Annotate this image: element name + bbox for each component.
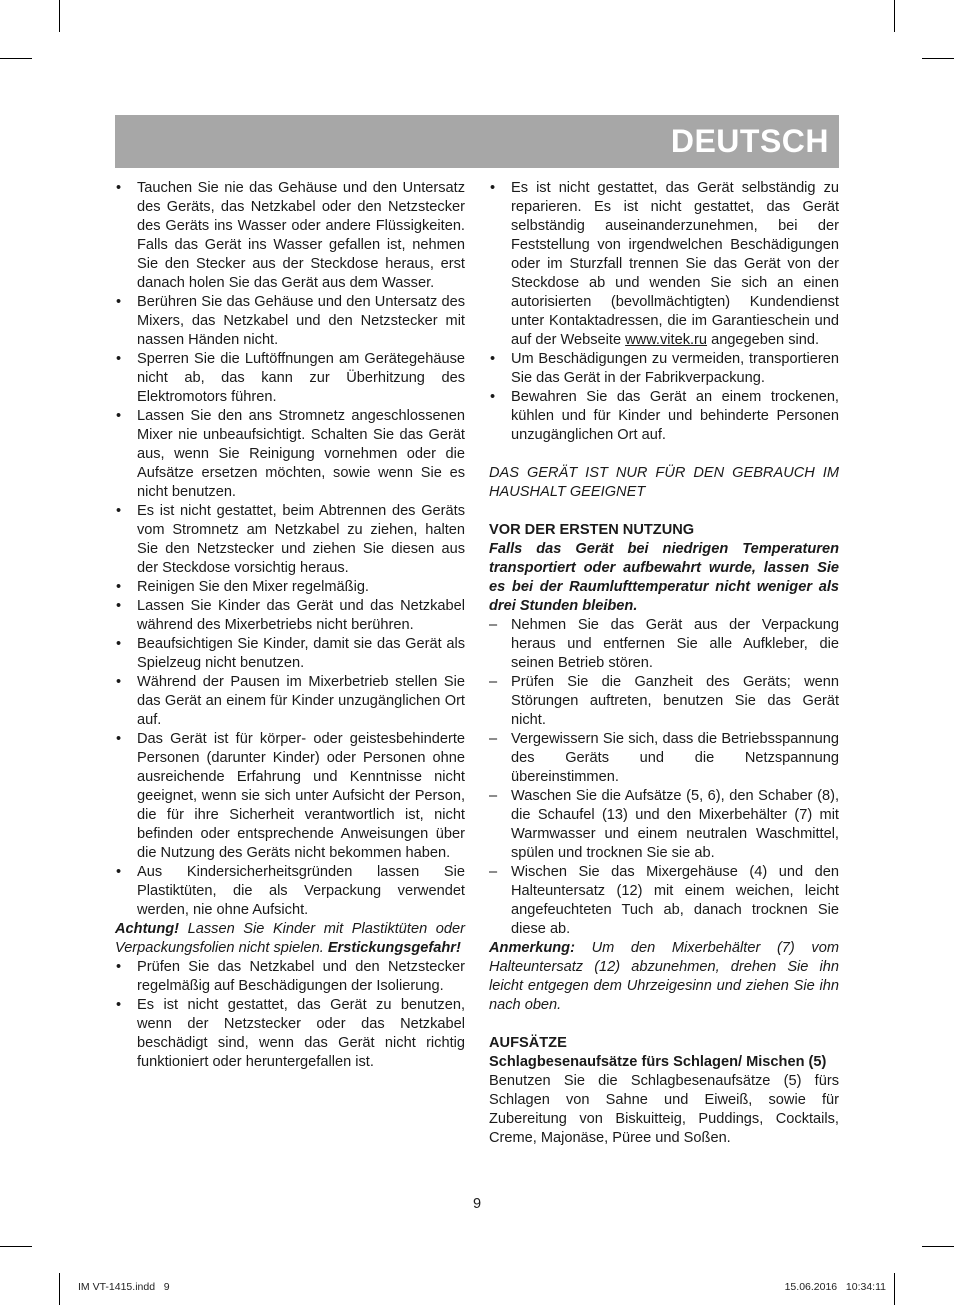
list-item-text: Nehmen Sie das Gerät aus der Verpackung heraus und entfernen Sie alle Aufkleber, die seinen Betrieb stören. (511, 617, 839, 671)
list-item-text: Waschen Sie die Aufsätze (5, 6), den Schaber (8), die Schaufel (13) und den Mixerbehälter (7) mit Warmwasser und einem neutralen Waschmittel, spülen und trocknen Sie sie ab. (511, 788, 839, 861)
crop-mark (59, 1273, 60, 1305)
page-number: 9 (472, 1196, 482, 1212)
first-use-heading: VOR DER ERSTEN NUTZUNG (489, 522, 695, 538)
list-item (489, 179, 839, 350)
bullet-marker: • (490, 351, 496, 367)
list-item-text: Es ist nicht gestattet, beim Abtrennen des Geräts vom Stromnetz am Netzkabel zu ziehen, halten Sie den Netzstecker und ziehen Sie diesen aus der Steckdose vorsichtig heraus. (137, 503, 465, 576)
dash-marker: – (489, 731, 498, 747)
list-item (115, 350, 465, 407)
warning-label: Achtung! (115, 921, 180, 937)
spacer (489, 502, 839, 521)
list-item (489, 787, 839, 863)
bullet-marker: • (116, 408, 122, 424)
list-item (489, 730, 839, 787)
attachments-heading: AUFSÄTZE (489, 1035, 567, 1051)
list-item-text: Tauchen Sie nie das Gehäuse und den Untersatz des Geräts, das Netzkabel oder den Netzstecker des Geräts ins Wasser oder andere Flüssigkeiten. Falls das Gerät ins Wasser gefallen ist, nehmen Sie den Stecker aus der Steckdose heraus, erst danach holen Sie das Gerät aus dem Wasser. (137, 180, 465, 291)
crop-mark (59, 0, 60, 32)
bullet-marker: • (116, 864, 122, 880)
list-item-text: Vergewissern Sie sich, dass die Betriebsspannung des Geräts und die Netzspannung übereinstimmen. (511, 731, 839, 785)
bullet-marker: • (116, 503, 122, 519)
list-item-text: Es ist nicht gestattet, das Gerät selbständig zu reparieren. Es ist nicht gestattet, das Gerät selbständig auseinanderzunehmen, bei der Feststellung von irgendwelchen Beschädigungen oder im Sturzfall trennen Sie das Gerät von der Steckdose ab und wenden Sie sich an einen autorisierten (bevollmächtigten) Kundendienst unter Kontaktadressen, die im Garantieschein und auf der Webseite (511, 180, 839, 348)
footer-timestamp: 15.06.2016 10:34:11 (784, 1281, 886, 1293)
list-item-text: Das Gerät ist für körper- oder geistesbehinderte Personen (darunter Kinder) oder Personen ohne ausreichende Erfahrung und Kenntnisse nicht geeignet, wenn sie sich unter Aufsicht der Person, die für ihre Sicherheit verantwortlich ist, nicht befinden oder entsprechende Anweisungen über die Nutzung des Geräts nicht bekommen haben. (137, 731, 465, 861)
list-item (115, 578, 465, 597)
bullet-marker: • (490, 180, 496, 196)
list-item-text: Prüfen Sie die Ganzheit des Geräts; wenn Störungen auftreten, benutzen Sie das Gerät nicht. (511, 674, 839, 728)
bullet-marker: • (116, 180, 122, 196)
dash-marker: – (489, 674, 498, 690)
list-item (489, 673, 839, 730)
first-use-intro: Falls das Gerät bei niedrigen Temperaturen transportiert oder aufbewahrt wurde, lassen Sie es bei der Raumlufttemperatur nicht weniger als drei Stunden bleiben. (489, 541, 839, 614)
spacer (489, 445, 839, 464)
list-item-text: Berühren Sie das Gehäuse und den Untersatz des Mixers, das Netzkabel und den Netzstecker mit nassen Händen nicht. (137, 294, 465, 348)
list-item-text: Reinigen Sie den Mixer regelmäßig. (137, 579, 369, 595)
list-item-text: Um Beschädigungen zu vermeiden, transportieren Sie das Gerät in der Fabrikverpackung. (511, 351, 839, 386)
bullet-marker: • (116, 674, 122, 690)
first-use-steps (489, 616, 839, 939)
list-item-text: Aus Kindersicherheitsgründen lassen Sie Plastiktüten, die als Verpackung verwendet werden, nie ohne Aufsicht. (137, 864, 465, 918)
note-text: Um den Mixerbehälter (7) vom Halteuntersatz (12) abzunehmen, drehen Sie ihn leicht entgegen dem Uhrzeigesinn und ziehen Sie ihn nach oben. (489, 940, 839, 1013)
note-paragraph (489, 939, 839, 1015)
bullet-marker: • (116, 294, 122, 310)
list-item (115, 179, 465, 293)
dash-marker: – (489, 864, 498, 880)
list-item (115, 502, 465, 578)
language-header-bar (115, 115, 839, 168)
list-item (489, 863, 839, 939)
list-item-text: Wischen Sie das Mixergehäuse (4) und den Halteuntersatz (12) mit einem weichen, leicht angefeuchteten Tuch ab, danach trocknen Sie diese ab. (511, 864, 839, 937)
list-item (489, 616, 839, 673)
list-item (115, 635, 465, 673)
warning-emphasis: Erstickungsgefahr! (327, 940, 461, 956)
bullet-marker: • (116, 636, 122, 652)
warning-paragraph (115, 920, 465, 958)
dash-marker: – (489, 788, 498, 804)
footer-file: IM VT-1415.indd 9 (78, 1281, 170, 1293)
crop-mark (0, 1246, 32, 1247)
list-item (115, 407, 465, 502)
note-label: Anmerkung: (489, 940, 575, 956)
spacer (489, 1015, 839, 1034)
dash-marker: – (489, 617, 498, 633)
list-item-text: Beaufsichtigen Sie Kinder, damit sie das Gerät als Spielzeug nicht benutzen. (137, 636, 465, 671)
left-column (115, 179, 465, 1072)
bullet-marker: • (116, 351, 122, 367)
list-item (489, 350, 839, 388)
crop-mark (894, 0, 895, 32)
household-note: DAS GERÄT IST NUR FÜR DEN GEBRAUCH IM HAUSHALT GEEIGNET (489, 465, 839, 500)
list-item (115, 597, 465, 635)
crop-mark (922, 58, 954, 59)
repair-list (489, 179, 839, 445)
bullet-marker: • (116, 997, 122, 1013)
whisk-text: Benutzen Sie die Schlagbesenaufsätze (5) fürs Schlagen von Sahne und Eiweiß, sowie für Zubereitung von Biskuitteig, Puddings, Cocktails, Creme, Majonäse, Püree und Soßen. (489, 1073, 839, 1146)
right-column (489, 179, 839, 1148)
website-link[interactable]: www.vitek.ru (625, 332, 708, 348)
list-item-text: Lassen Sie den ans Stromnetz angeschlossenen Mixer nie unbeaufsichtigt. Schalten Sie das Gerät aus, wenn Sie Reinigung vornehmen oder die Aufsätze ersetzen möchten, sowie wenn Sie es nicht benutzen. (137, 408, 465, 500)
list-item (115, 673, 465, 730)
language-title: DEUTSCH (670, 123, 829, 159)
list-item (115, 730, 465, 863)
list-item (489, 388, 839, 445)
list-item (115, 863, 465, 920)
bullet-marker: • (116, 731, 122, 747)
list-item-text: Lassen Sie Kinder das Gerät und das Netzkabel während des Mixerbetriebs nicht berühren. (137, 598, 465, 633)
list-item (115, 293, 465, 350)
list-item-text: Sperren Sie die Luftöffnungen am Gerätegehäuse nicht ab, das kann zur Überhitzung des Elektromotors führen. (137, 351, 465, 405)
whisk-heading: Schlagbesenaufsätze fürs Schlagen/ Mischen (5) (489, 1054, 827, 1070)
list-item-text: angegeben sind. (707, 332, 820, 348)
crop-mark (922, 1246, 954, 1247)
bullet-marker: • (116, 579, 122, 595)
list-item-text: Bewahren Sie das Gerät an einem trockenen, kühlen und für Kinder und behinderte Personen unzugänglichen Ort auf. (511, 389, 839, 443)
bullet-marker: • (490, 389, 496, 405)
safety-list (115, 179, 465, 920)
list-item (115, 996, 465, 1072)
warning-text: Lassen Sie Kinder mit Plastiktüten oder Verpackungsfolien nicht spielen. (115, 921, 465, 956)
crop-mark (0, 58, 32, 59)
cable-check-list (115, 958, 465, 1072)
list-item-text: Prüfen Sie das Netzkabel und den Netzstecker regelmäßig auf Beschädigungen der Isolierung. (137, 959, 465, 994)
list-item-text: Es ist nicht gestattet, das Gerät zu benutzen, wenn der Netzstecker oder das Netzkabel beschädigt sind, wenn das Gerät nicht richtig funktioniert oder heruntergefallen ist. (137, 997, 465, 1070)
list-item (115, 958, 465, 996)
bullet-marker: • (116, 959, 122, 975)
list-item-text: Während der Pausen im Mixerbetrieb stellen Sie das Gerät an einem für Kinder unzugänglichen Ort auf. (137, 674, 465, 728)
crop-mark (894, 1273, 895, 1305)
bullet-marker: • (116, 598, 122, 614)
